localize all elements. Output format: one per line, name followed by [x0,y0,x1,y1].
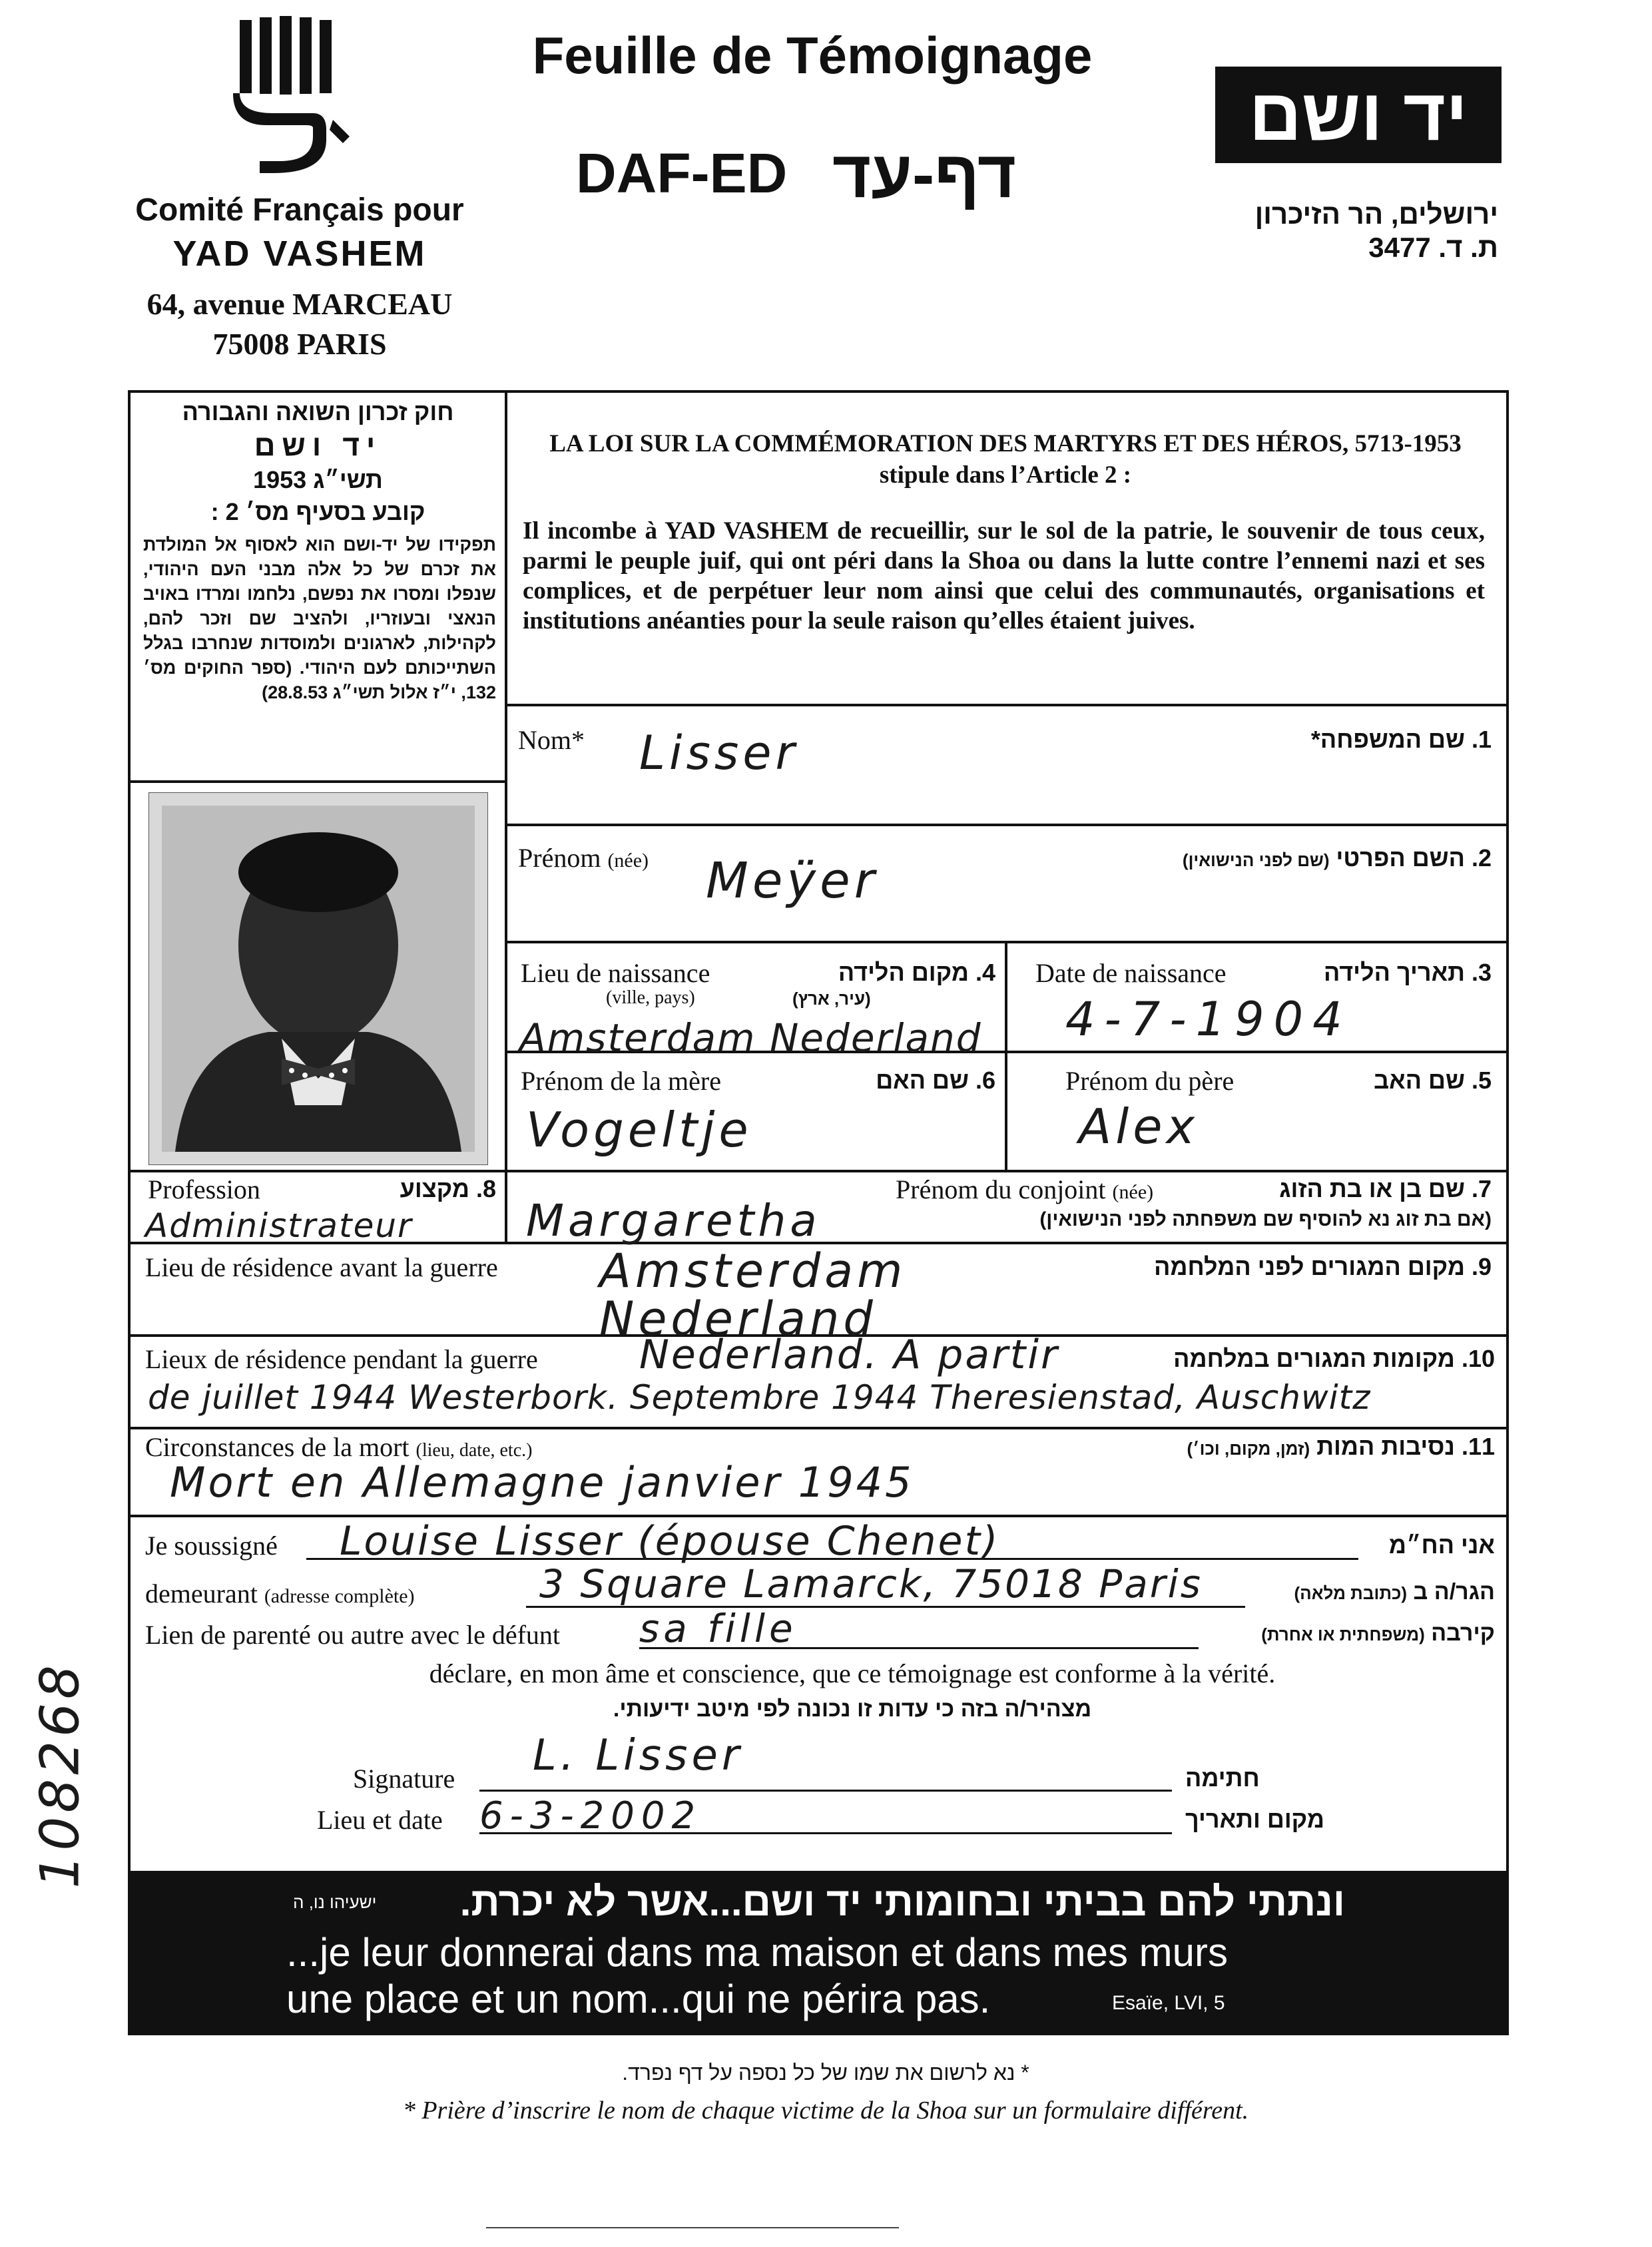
law-hebrew-body: תפקידו של יד-ושם הוא לאסוף אל המולדת את זכרם של כל אלה מבני העם היהודי, שנפלו ומסרו את נפשם, נלחמו ומרדו באויב הנאצי ובעוזריו, ולהציב שם וזכר להם, לקהילות, לארגונים ולמוסדות שנחרבו בגלל השתייכותם לעם היהודי. (ספר החוקים מס׳ 132, י״ז אלול תשי״ג 28.8.53) [143,535,496,702]
law-french-subtitle: stipule dans l’Article 2 : [879,461,1132,489]
prenom-label-small: (née) [607,850,649,872]
banner-hebrew-ref: ישעיהו נו, ה [293,1892,377,1912]
circonstances-label-text: Circonstances de la mort [145,1432,410,1462]
lieu-naissance-value[interactable]: Amsterdam Nederland [519,1015,982,1061]
signature-line [479,1790,1172,1792]
residence-pendant-value-line1[interactable]: Nederland. A partir [639,1332,1059,1378]
prenom-pere-label: Prénom du père [1065,1066,1235,1096]
circonstances-label-hebrew-text: 11. נסיבות המות [1316,1433,1495,1460]
victim-photo [148,792,488,1165]
soussigne-label: Je soussigné [145,1531,278,1561]
prenom-value[interactable]: Meÿer [706,852,879,909]
lien-value[interactable]: sa fille [639,1606,797,1651]
footer-rule [486,2227,899,2228]
committee-line1: Comité Français pour [135,192,464,228]
conjoint-value[interactable]: Margaretha [526,1195,821,1246]
circonstances-label-small: (lieu, date, etc.) [415,1440,533,1461]
demeurant-label-hebrew [1248,1579,1495,1605]
law-hebrew-line4: קובע בסעיף מס׳ 2 : [210,498,425,525]
footer-hebrew: * נא לרשום את שמו של כל נספה על דף נפרד. [622,2061,1029,2085]
lieu-naissance-label-small: (ville, pays) [606,987,695,1008]
lien-label-hebrew-small: (משפחתית או אחרת) [1261,1624,1425,1644]
banner-french-line2: une place et un nom...qui ne périra pas. [286,1977,991,2021]
committee-line2: YAD VASHEM [172,234,427,274]
prenom-pere-label-hebrew: 5. שם האב [1374,1067,1492,1094]
statement-hebrew: מצהיר/ה בזה כי עדות זו נכונה לפי מיטב ידיעותי. [613,1696,1092,1722]
prenom-mere-label-hebrew: 6. שם האם [876,1067,995,1094]
nom-label-hebrew: 1. שם המשפחה* [1310,726,1492,753]
row-divider-5 [128,1170,1509,1172]
yad-vashem-hand-logo [233,13,360,186]
conjoint-label [896,1174,1153,1205]
prenom-label-hebrew [1065,844,1492,872]
conjoint-label-hebrew-small: (אם בת זוג נא להוסיף שם משפחתה לפני הנישואין) [1039,1208,1492,1230]
demeurant-label-text: demeurant [145,1579,258,1609]
date-naissance-value[interactable]: 4-7-1904 [1065,992,1352,1047]
row-divider-2 [505,824,1509,826]
law-box-bottom [128,780,507,783]
prenom-label-text: Prénom [518,843,601,873]
logo-hebrew-box [1215,67,1502,163]
daf-ed-hebrew: דף-עד [832,137,1017,212]
prenom-mere-value[interactable]: Vogeltje [526,1102,752,1158]
prenom-label-hebrew-small: (שם לפני הנישואין) [1182,850,1330,870]
conjoint-label-text: Prénom du conjoint [896,1174,1106,1204]
residence-avant-value-line2[interactable]: Nederland [599,1292,877,1346]
prenom-mere-label: Prénom de la mère [521,1066,721,1096]
logo-hebrew: יד ושם [1248,74,1468,156]
residence-avant-label-hebrew: 9. מקום המגורים לפני המלחמה [1154,1253,1492,1280]
law-hebrew-line1: חוק זכרון השואה והגבורה [182,398,454,425]
signature-label-hebrew: חתימה [1185,1764,1260,1792]
soussigne-value[interactable]: Louise Lisser (épouse Chenet) [340,1518,1000,1565]
lieu-naissance-label-hebrew: 4. מקום הלידה [838,959,995,986]
lieu-naissance-label-hebrew-small: (עיר, ארץ) [792,989,871,1009]
prenom-label [518,842,649,874]
circonstances-label-hebrew [1065,1433,1495,1461]
conjoint-label-small: (née) [1112,1181,1154,1203]
banner-french-line1: ...je leur donnerai dans ma maison et dans mes murs [286,1930,1229,1975]
banner-hebrew: ונתתי להם בביתי ובחומותי יד ושם...אשר לא יכרת. [459,1879,1345,1924]
profession-value[interactable]: Administrateur [145,1206,413,1245]
profession-label: Profession [148,1174,260,1204]
side-number: 108268 [29,1661,91,1889]
lieu-date-label-hebrew: מקום ותאריך [1185,1806,1325,1833]
lien-label-hebrew-text: קירבה [1431,1621,1495,1646]
law-french-body: Il incombe à YAD VASHEM de recueillir, sur le sol de la patrie, le souvenir de tous ceux, parmi le peuple juif, qui ont péri dans la Shoa ou dans la lutte contre l’ennemi nazi et ses complices, et de perpétuer leur nom ainsi que celui des communautés, organisations et institutions anéanties pour la seule raison qu’elles étaient juives. [523,517,1485,634]
form-title: Feuille de Témoignage [532,26,1093,85]
row-divider-9 [128,1515,1509,1517]
date-naissance-label-hebrew: 3. תאריך הלידה [1323,959,1492,986]
residence-pendant-label-hebrew: 10. מקומות המגורים במלחמה [1173,1345,1495,1372]
circonstances-label-hebrew-small: (זמן, מקום, וכו׳) [1187,1439,1310,1459]
date-naissance-label: Date de naissance [1035,958,1227,988]
address-line2: 75008 PARIS [212,327,387,361]
signature-label: Signature [353,1764,455,1794]
prenom-label-hebrew-text: 2. השם הפרטי [1336,844,1492,872]
daf-ed-latin: DAF-ED [576,142,788,204]
conjoint-label-hebrew: 7. שם בן או בת הזוג [1279,1175,1492,1202]
profession-label-hebrew: 8. מקצוע [400,1175,496,1202]
law-french-title: LA LOI SUR LA COMMÉMORATION DES MARTYRS ET DES HÉROS, 5713-1953 [549,430,1462,457]
residence-pendant-value-line2[interactable]: de juillet 1944 Westerbork. Septembre 1944 Theresienstad, Auschwitz [148,1378,1371,1417]
demeurant-label-small: (adresse complète) [264,1585,415,1607]
circonstances-value[interactable]: Mort en Allemagne janvier 1945 [170,1458,914,1507]
lien-label: Lien de parenté ou autre avec le défunt [145,1620,561,1650]
address-line1: 64, avenue MARCEAU [146,287,453,321]
lieu-naissance-label: Lieu de naissance [521,958,710,988]
lieu-date-value[interactable]: 6-3-2002 [479,1794,702,1838]
statement-french: déclare, en mon âme et conscience, que ce témoignage est conforme à la vérité. [429,1658,1276,1688]
nom-value[interactable]: Lisser [639,726,799,780]
demeurant-label-hebrew-small: (כתובת מלאה) [1294,1583,1408,1603]
prenom-pere-value[interactable]: Alex [1079,1099,1199,1154]
residence-pendant-label: Lieux de résidence pendant la guerre [145,1344,538,1374]
jerusalem-line2: ת. ד. 3477 [1368,232,1498,263]
footer-french: * Prière d’inscrire le nom de chaque victime de la Shoa sur un formulaire différent. [402,2097,1249,2124]
row-divider-8 [128,1427,1509,1429]
row-divider-1 [505,704,1509,706]
nom-label: Nom* [518,725,585,755]
jerusalem-line1: ירושלים, הר הזיכרון [1254,198,1498,230]
demeurant-value[interactable]: 3 Square Lamarck, 75018 Paris [539,1561,1203,1607]
law-hebrew-line2: יד ושם [254,429,382,462]
lieu-date-label: Lieu et date [317,1805,443,1835]
residence-avant-label: Lieu de résidence avant la guerre [145,1252,498,1282]
col-divider-birth [1005,941,1007,1171]
col-divider-profession [505,1170,507,1243]
banner-french-ref: Esaïe, LVI, 5 [1112,1992,1225,2014]
soussigne-label-hebrew: אני הח״מ [1388,1531,1495,1559]
law-hebrew-line3: תשי״ג 1953 [253,466,383,493]
residence-avant-value-line1[interactable]: Amsterdam [599,1244,907,1298]
demeurant-label-hebrew-text: הגר/ה ב [1413,1579,1495,1605]
signature-value[interactable]: L. Lisser [533,1731,744,1780]
lien-label-hebrew [1205,1621,1495,1646]
demeurant-label [145,1578,415,1609]
